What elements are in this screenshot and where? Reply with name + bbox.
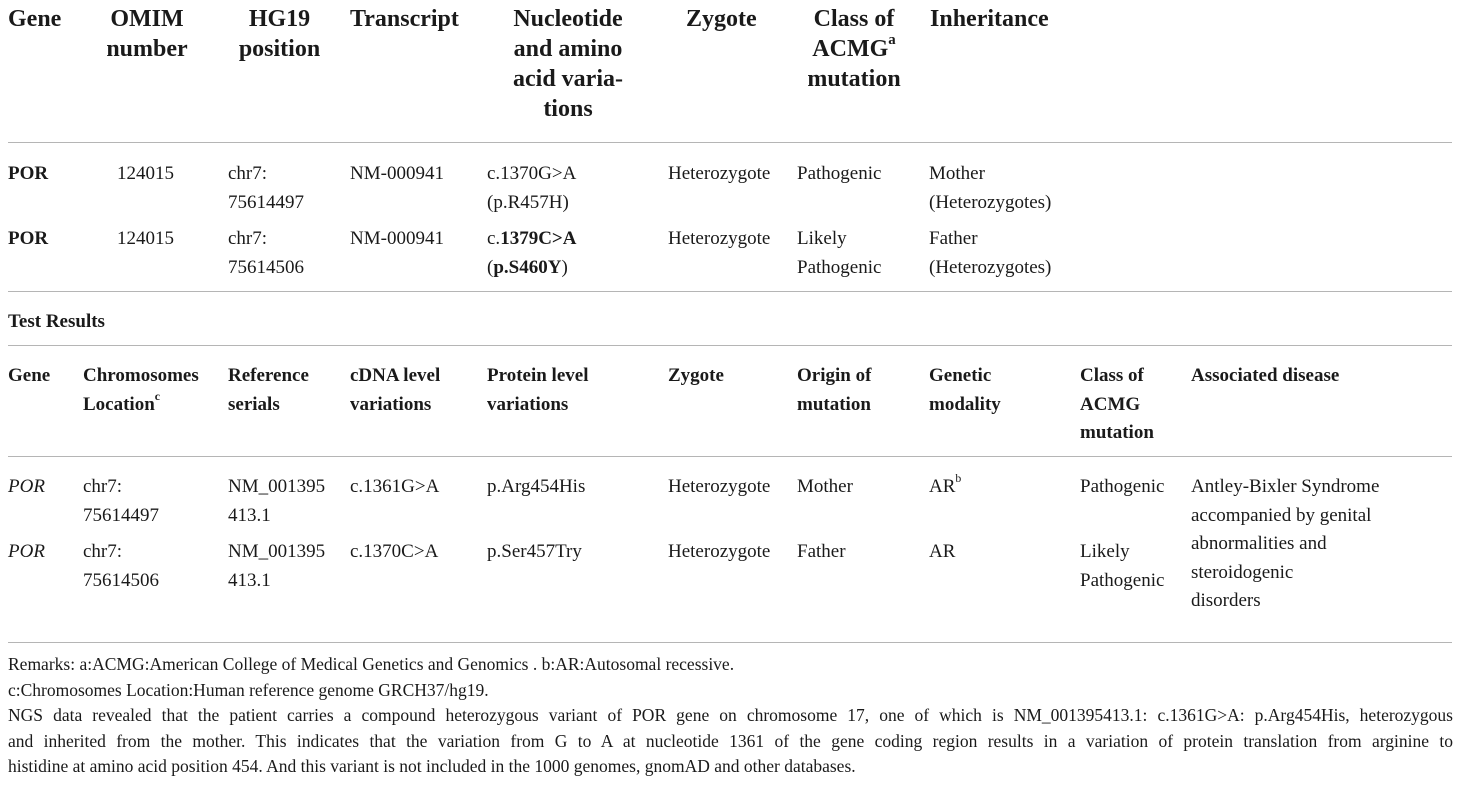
t1-row1-omim: 124015: [117, 163, 174, 184]
t2-header-reference: [228, 362, 309, 419]
t2-row2-origin: Father: [797, 541, 846, 562]
divider: [8, 345, 1452, 346]
t1-row2-inh-line2: (Heterozygotes): [929, 256, 1052, 278]
t2-header-origin-line2: mutation: [797, 393, 871, 415]
t2-row1-chrom-line1: chr7:: [83, 476, 123, 497]
t1-header-class-acmg: ACMG: [812, 36, 889, 62]
t2-header-protein: [487, 362, 588, 419]
t1-header-omim-line2: number: [106, 36, 188, 62]
t1-row1-zygote: Heterozygote: [668, 163, 771, 184]
t1-row2-pos-line1: chr7:: [228, 228, 268, 249]
t1-row1-pos-line2: 75614497: [228, 191, 304, 213]
t2-row1-cdna: c.1361G>A: [350, 476, 440, 497]
remarks-line5: histidine at amino acid position 454. And this variant is not included in the 1000 genomes, gnomAD and other databases.: [8, 756, 856, 776]
t1-row1-class: [797, 160, 881, 189]
t2-header-class-line1: Class of: [1080, 365, 1144, 386]
t1-row2-gene: POR: [8, 228, 49, 249]
t1-row2-transcript: NM-000941: [350, 228, 444, 249]
t1-header-gene: Gene: [8, 6, 62, 32]
t1-row1-nuc-line2: [487, 189, 576, 218]
t2-disease-line3: abnormalities and: [1191, 533, 1327, 554]
t2-row1-origin: Mother: [797, 476, 853, 497]
t2-associated-disease: [1191, 473, 1379, 616]
t2-row1-modality-sup: b: [955, 472, 962, 486]
t2-row2-modality-text: AR: [929, 541, 956, 562]
t2-row2-class: [1080, 538, 1164, 595]
t2-row1-chrom-line2: 75614497: [83, 504, 159, 526]
divider: [8, 456, 1452, 457]
t1-header-hg19-line2: position: [238, 36, 321, 62]
remarks-line2: c:Chromosomes Location:Human reference genome GRCH37/hg19.: [8, 679, 489, 700]
t2-header-class: [1080, 362, 1154, 448]
t2-header-chrom-sup: c: [154, 389, 161, 403]
divider: [8, 291, 1452, 292]
t2-row1-modality-text: AR: [929, 476, 956, 497]
t1-row2-nuc-2c: ): [561, 256, 568, 278]
t1-header-zygote: Zygote: [686, 6, 757, 32]
t1-row2-class-line2: Pathogenic: [797, 256, 882, 278]
t2-header-prot-line1: Protein level: [487, 365, 589, 386]
remarks: [8, 652, 1453, 780]
remarks-line4: and inherited from the mother. This indicates that the variation from G to A at nucleotide 1361 of the gene coding region results in a variation of protein translation from arginine to: [8, 730, 1453, 751]
t2-row2-protein: p.Ser457Try: [487, 541, 582, 562]
t2-row1-chromosome: [83, 473, 159, 530]
t1-row1-nuc-1a: c.1370G>A: [487, 163, 577, 184]
t2-header-prot-line2: variations: [487, 393, 569, 415]
t2-disease-line5: disorders: [1191, 590, 1261, 611]
t2-header-class-line2: ACMG: [1080, 393, 1141, 415]
t2-row1-class: [1080, 473, 1164, 502]
t1-row1-nucleotide: [487, 160, 576, 217]
t2-row2-class-line2: Pathogenic: [1080, 569, 1165, 591]
t2-header-cdna: [350, 362, 440, 419]
t1-header-class-line2: [796, 34, 912, 64]
t2-header-disease: Associated disease: [1191, 365, 1340, 386]
t2-row1-reference: [228, 473, 325, 530]
t2-row1-ref-line2: 413.1: [228, 504, 271, 526]
t1-row1-inheritance: [929, 160, 1051, 217]
t1-row2-inh-line1: Father: [929, 228, 978, 249]
t1-row1-inh-line1: Mother: [929, 163, 985, 184]
t1-row2-pos-line2: 75614506: [228, 256, 304, 278]
t2-header-gene: Gene: [8, 365, 51, 386]
t2-header-cdna-line1: cDNA level: [350, 365, 441, 386]
t1-row2-nuc-2a: (: [487, 256, 494, 278]
t2-row1-protein: p.Arg454His: [487, 476, 586, 497]
t1-row1-gene: POR: [8, 163, 49, 184]
t1-header-class: [796, 4, 912, 94]
t1-row2-zygote: Heterozygote: [668, 228, 771, 249]
t2-header-ref-line1: Reference: [228, 365, 309, 386]
t1-row2-class: [797, 225, 881, 282]
t2-row2-reference: [228, 538, 325, 595]
t1-header-transcript: Transcript: [350, 6, 459, 32]
t1-row2-nuc-line1: [487, 225, 576, 254]
t1-header-inheritance: Inheritance: [930, 6, 1049, 32]
t2-header-chrom-location: Location: [83, 393, 155, 415]
t2-header-ref-line2: serials: [228, 393, 280, 415]
t1-header-nuc-line4: tions: [543, 96, 593, 122]
t1-row1-inh-line2: (Heterozygotes): [929, 191, 1052, 213]
t2-row2-cdna: c.1370C>A: [350, 541, 439, 562]
t1-row2-nuc-1a: c.: [487, 228, 501, 249]
t2-row2-zygote: Heterozygote: [668, 541, 771, 562]
t1-header-omim: [92, 4, 202, 64]
t2-row2-modality: [929, 538, 955, 567]
t1-row1-pos-line1: chr7:: [228, 163, 268, 184]
t1-row1-position: [228, 160, 304, 217]
t2-row2-ref-line1: NM_001395: [228, 541, 326, 562]
t2-row2-gene: POR: [8, 541, 45, 562]
t1-header-nuc-line1: Nucleotide: [513, 6, 623, 32]
t2-header-cdna-line2: variations: [350, 393, 432, 415]
t2-header-chrom-line1: Chromosomes: [83, 365, 199, 386]
t1-header-class-line1: Class of: [813, 6, 895, 32]
remarks-line3: NGS data revealed that the patient carries a compound heterozygous variant of POR gene on chromosome 17, one of which is NM_001395413.1: c.1361G>A: p.Arg454His, heterozygous: [8, 705, 1453, 725]
t1-header-nuc-line3: acid varia-: [513, 66, 623, 92]
t1-row1-nuc-2a: (p.R457H): [487, 191, 569, 213]
t1-row2-position: [228, 225, 304, 282]
section-title: Test Results: [8, 311, 105, 332]
t2-row2-ref-line2: 413.1: [228, 569, 271, 591]
t1-header-class-line3: mutation: [807, 66, 901, 92]
t1-header-omim-line1: OMIM: [110, 6, 184, 32]
t2-header-origin-line1: Origin of: [797, 365, 872, 386]
t2-disease-line2: accompanied by genital: [1191, 504, 1372, 526]
t2-header-class-line3: mutation: [1080, 422, 1154, 443]
t2-row1-ref-line1: NM_001395: [228, 476, 326, 497]
t1-row1-transcript: NM-000941: [350, 163, 444, 184]
t2-disease-line4: steroidogenic: [1191, 561, 1294, 583]
t1-row1-class-line1: Pathogenic: [797, 163, 882, 184]
t1-row2-omim: 124015: [117, 228, 174, 249]
t2-row1-gene: POR: [8, 476, 45, 497]
t2-row2-chrom-line2: 75614506: [83, 569, 159, 591]
t2-header-modality-line1: Genetic: [929, 365, 992, 386]
t2-header-chrom-line2: [83, 391, 199, 420]
t2-row1-modality: [929, 473, 961, 502]
t2-header-modality-line2: modality: [929, 393, 1001, 415]
t2-row1-zygote: Heterozygote: [668, 476, 771, 497]
t1-row2-nuc-1b: 1379C>A: [500, 228, 577, 249]
t1-header-hg19: [222, 4, 337, 64]
t2-header-zygote: Zygote: [668, 365, 724, 386]
t1-row2-nuc-2b: p.S460Y: [493, 256, 562, 278]
t1-row1-nuc-line1: [487, 160, 576, 189]
t1-header-class-sup: a: [888, 32, 896, 49]
t1-row2-class-line1: Likely: [797, 228, 847, 249]
t2-row1-class-line1: Pathogenic: [1080, 476, 1165, 497]
t1-row2-nuc-line2: [487, 254, 576, 283]
t1-row2-nucleotide: [487, 225, 576, 282]
t2-header-chromosomes: [83, 362, 199, 419]
t1-header-hg19-line1: HG19: [248, 6, 311, 32]
t1-header-nuc-line2: and amino: [513, 36, 623, 62]
divider: [8, 642, 1452, 643]
t2-row2-chromosome: [83, 538, 159, 595]
t1-header-nucleotide: [498, 4, 638, 124]
t1-row2-inheritance: [929, 225, 1051, 282]
remarks-line1: Remarks: a:ACMG:American College of Medical Genetics and Genomics . b:AR:Autosomal recessive.: [8, 654, 735, 674]
t2-disease-line1: Antley-Bixler Syndrome: [1191, 476, 1380, 497]
t2-header-origin: [797, 362, 871, 419]
t2-row2-chrom-line1: chr7:: [83, 541, 123, 562]
divider: [8, 142, 1452, 143]
t2-row2-class-line1: Likely: [1080, 541, 1130, 562]
t2-header-modality: [929, 362, 1001, 419]
